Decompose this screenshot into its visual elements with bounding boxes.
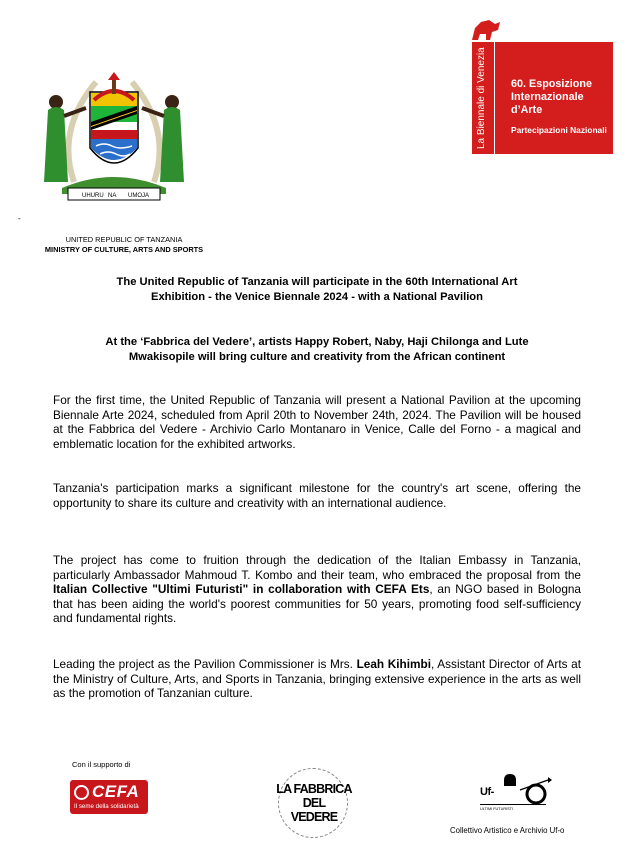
paragraph-4-text-a: Leading the project as the Pavilion Commissioner is Mrs. <box>53 657 357 671</box>
ministry-line-1: UNITED REPUBLIC OF TANZANIA <box>65 235 183 244</box>
cefa-name: CEFA <box>92 782 140 801</box>
title-line-2: Exhibition - the Venice Biennale 2024 - with a National Pavilion <box>151 291 483 303</box>
paragraph-3 <box>53 553 581 626</box>
ufo-logo <box>480 772 552 818</box>
paragraph-2: Tanzania's participation marks a significant milestone for the country's art scene, offering the opportunity to share its culture and creativity with an international audience. <box>53 481 581 510</box>
ministry-line-2: MINISTRY OF CULTURE, ARTS AND SPORTS <box>44 245 204 254</box>
cefa-logo <box>70 780 148 814</box>
paragraph-1: For the first time, the United Republic of Tanzania will present a National Pavilion at the upcoming Biennale Arte 2024, scheduled from April 20th to November 24th, 2024. The Pavilion will be housed at the Fabbrica del Vedere - Archivio Carlo Montanaro in Venice, Calle del Forno - a magical and emblematic location for the exhibited artworks. <box>53 393 581 451</box>
scroll-word-2: NA <box>108 193 117 199</box>
biennale-subtitle: Partecipazioni Nazionali <box>511 125 607 135</box>
paragraph-3-text-a: The project has come to fruition through the dedication of the Italian Embassy in Tanzania, particularly Ambassador Mahmoud T. Kombo and their team, who embraced the proposal from the <box>53 553 581 582</box>
cefa-tagline: Il seme della solidarietà <box>74 803 139 810</box>
fabbrica-line-2: DEL <box>302 796 326 810</box>
paragraph-4 <box>53 657 581 701</box>
ufo-tiny-text: ULTIMI FUTURISTI <box>480 807 514 811</box>
biennale-logo <box>469 18 614 154</box>
stray-dash: - <box>18 214 21 223</box>
support-label: Con il supporto di <box>72 760 131 769</box>
tanzania-coat-of-arms <box>34 70 194 205</box>
biennale-divider <box>494 42 495 154</box>
ministry-heading <box>24 235 224 255</box>
fabbrica-del-vedere-logo <box>272 768 356 838</box>
biennale-line-2: Internazionale <box>511 91 584 103</box>
paragraph-4-text-c: , Assistant Director of Arts at the Ministry of Culture, Arts, and Sports in Tanzania, bringing extensive experience in the arts as well as the promotion of Tanzanian culture. <box>53 657 582 701</box>
paragraph-4-bold: Leah Kihimbi <box>356 657 432 671</box>
scroll-word-1: UHURU <box>82 193 104 199</box>
biennale-red-panel <box>472 42 613 154</box>
paragraph-3-bold: Italian Collective "Ultimi Futuristi" in collaboration with CEFA Ets <box>53 582 430 597</box>
ufo-underline <box>480 804 546 805</box>
ufo-caption: Collettivo Artistico e Archivio Uf-o <box>450 826 565 835</box>
ufo-mark-icon <box>496 772 552 806</box>
biennale-line-1: 60. Esposizione <box>511 78 593 90</box>
biennale-line-3: d’Arte <box>511 104 543 116</box>
fabbrica-line-3: VEDERE <box>290 810 338 824</box>
subtitle-line-1: At the ‘Fabbrica del Vedere’, artists Happy Robert, Naby, Haji Chilonga and Lute <box>105 336 529 348</box>
subtitle-line-2: Mwakisopile will bring culture and creativity from the African continent <box>128 351 506 363</box>
document-title <box>50 275 584 305</box>
scroll-word-3: UMOJA <box>128 193 149 199</box>
ufo-label: Uf- <box>480 786 494 798</box>
paragraph-3-text-c: , an NGO based in Bologna that has been aiding the world's poorest communities for 50 years, promoting food self-sufficiency and fundamental rights. <box>53 582 581 626</box>
winged-lion-icon <box>469 18 503 44</box>
cefa-ring-icon <box>74 785 89 800</box>
document-subtitle <box>50 335 584 365</box>
title-line-1: The United Republic of Tanzania will participate in the 60th International Art <box>116 276 518 288</box>
biennale-vertical-text: La Biennale di Venezia <box>476 47 487 149</box>
fabbrica-line-1: LA FABBRICA <box>276 782 352 796</box>
